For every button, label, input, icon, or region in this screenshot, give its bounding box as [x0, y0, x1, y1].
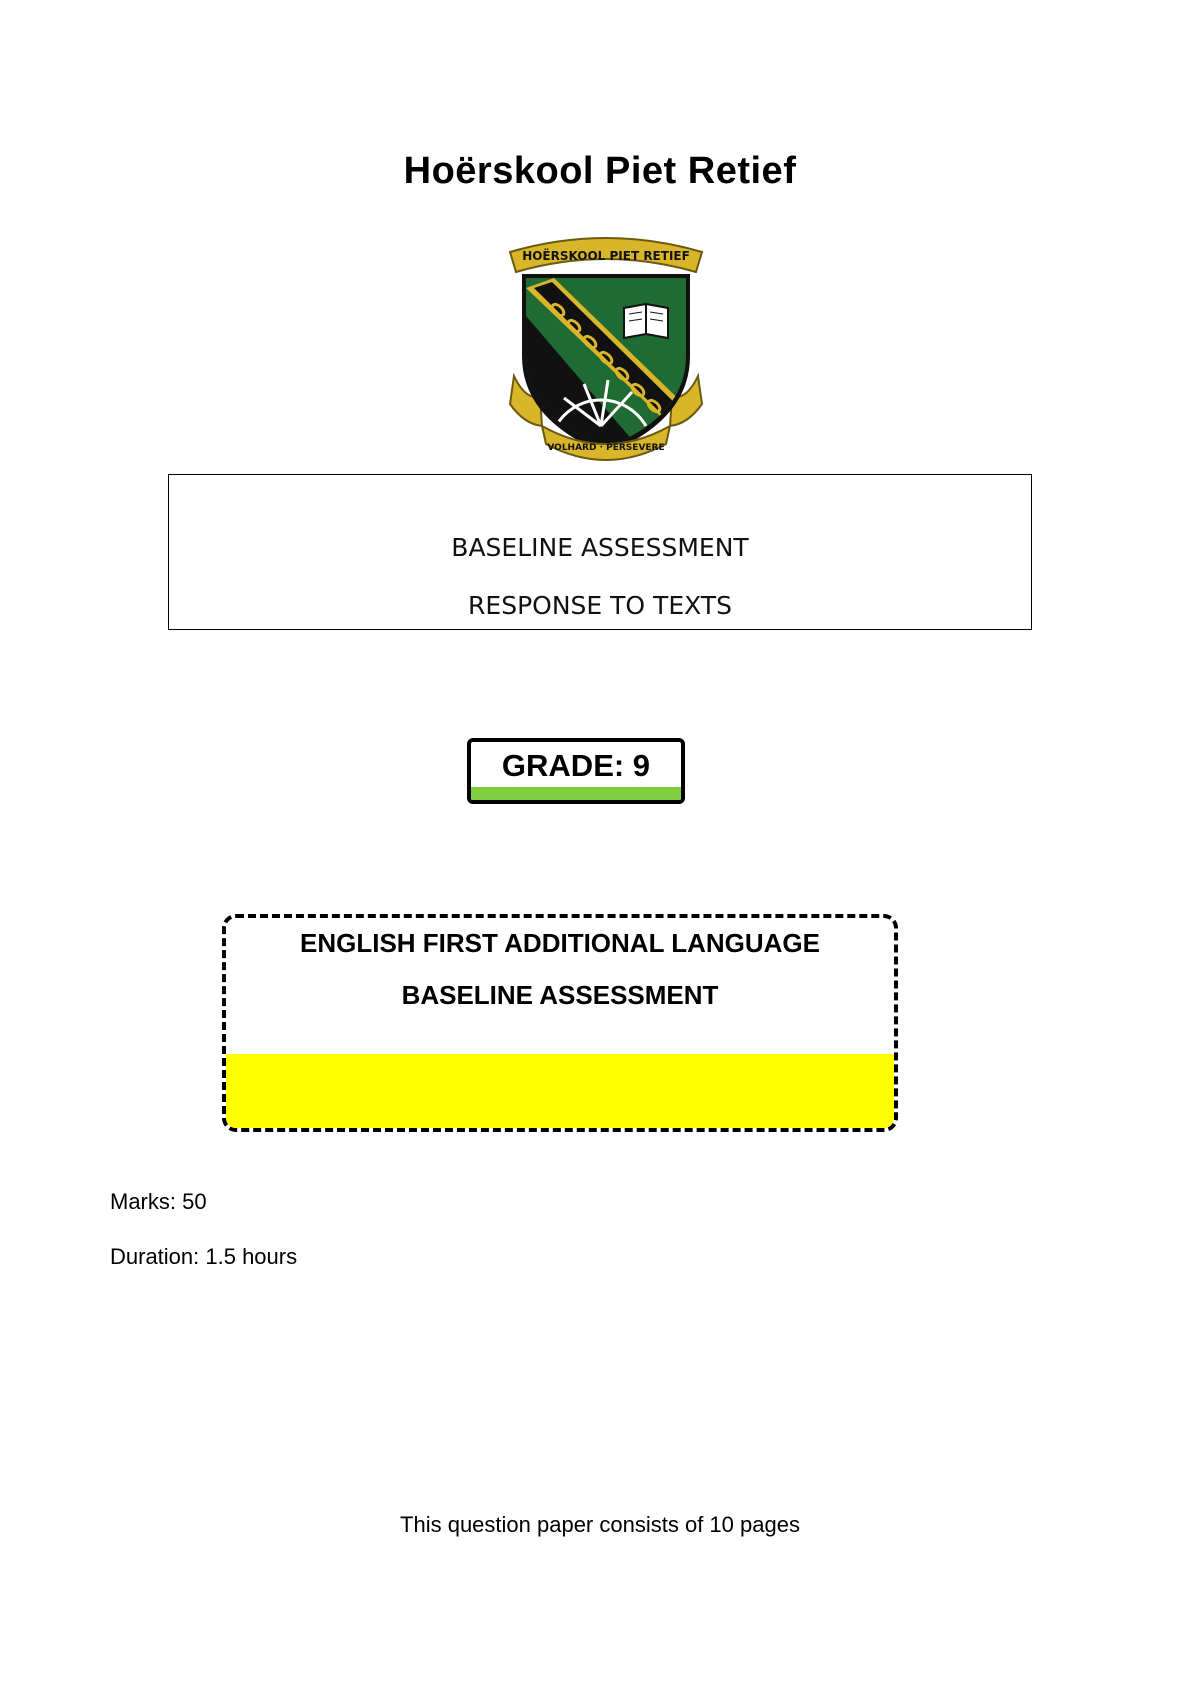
- school-name: Hoërskool Piet Retief: [403, 150, 797, 192]
- school-crest-logo: [496, 226, 716, 466]
- svg-text:VOLHARD · PERSEVERE: VOLHARD · PERSEVERE: [547, 443, 665, 453]
- duration-text: Duration: 1.5 hours: [110, 1244, 298, 1269]
- subject-accent-fill: [226, 1054, 894, 1128]
- grade-label: GRADE: 9: [501, 748, 651, 783]
- subject-box: [222, 914, 898, 1132]
- subject-assessment-type: BASELINE ASSESSMENT: [401, 980, 719, 1010]
- pages-note: This question paper consists of 10 pages: [400, 1512, 800, 1537]
- grade-box: [467, 738, 685, 804]
- assessment-subtitle: RESPONSE TO TEXTS: [468, 591, 732, 620]
- svg-text:HOËRSKOOL PIET RETIEF: HOËRSKOOL PIET RETIEF: [522, 249, 690, 263]
- grade-accent-stripe: [471, 787, 681, 800]
- subject-name: ENGLISH FIRST ADDITIONAL LANGUAGE: [300, 928, 820, 958]
- marks-text: Marks: 50: [110, 1189, 207, 1214]
- assessment-title-box: [168, 474, 1032, 630]
- assessment-title: BASELINE ASSESSMENT: [451, 533, 749, 562]
